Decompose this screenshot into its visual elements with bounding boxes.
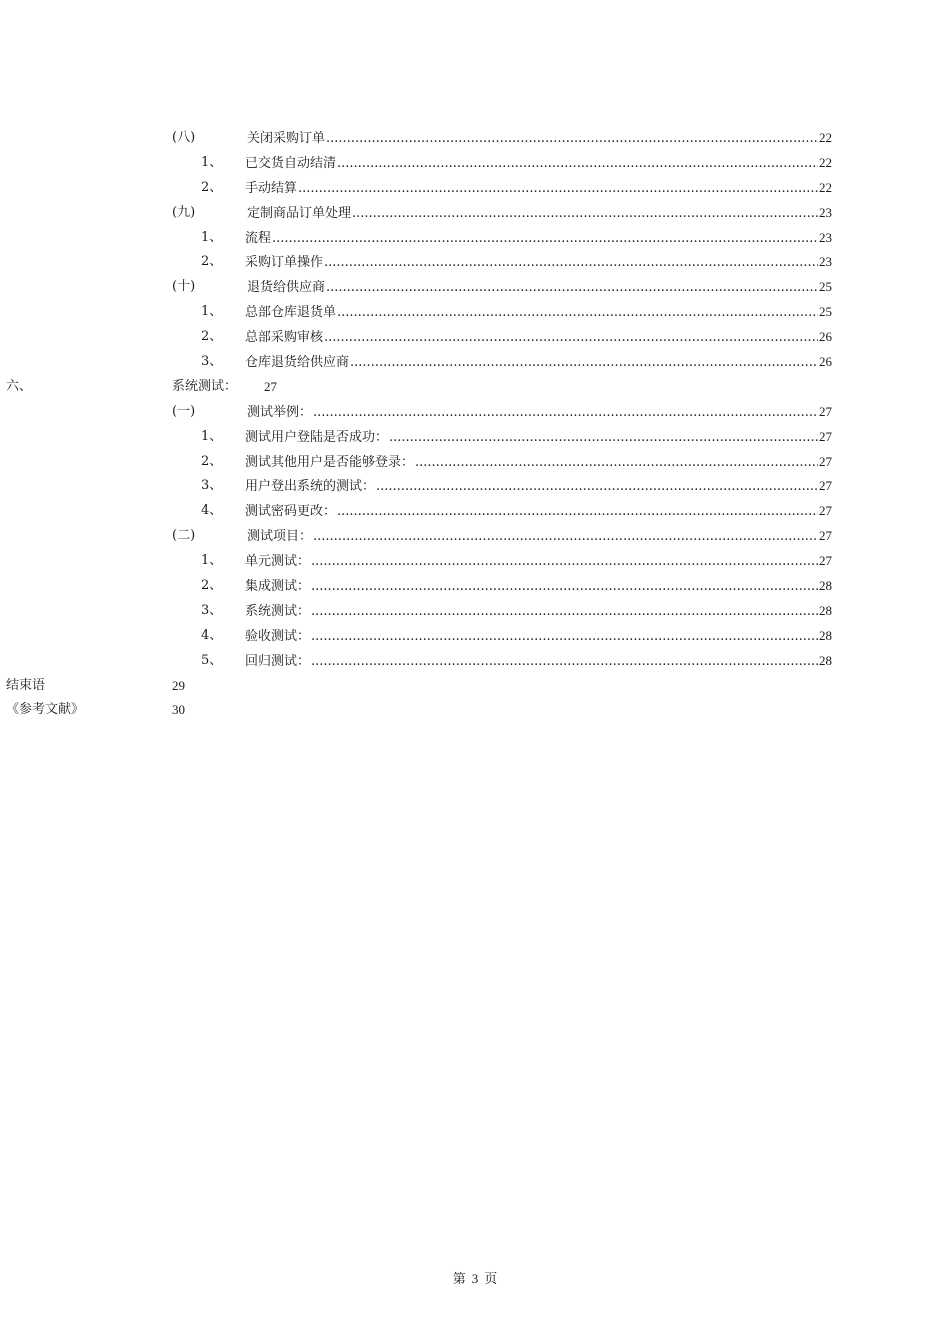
- toc-entry-leader: [245, 474, 832, 499]
- toc-entry-page: 30: [172, 702, 185, 718]
- toc-entry-number: 2、: [201, 329, 223, 345]
- toc-entry-page: 22: [819, 179, 832, 195]
- toc-entry-title: 关闭采购订单: [247, 127, 326, 152]
- toc-entry[interactable]: [0, 250, 950, 275]
- toc-entry-number: 3、: [201, 478, 223, 494]
- toc-entry-leader: [245, 176, 832, 201]
- toc-entry-title: 测试举例：: [247, 401, 313, 426]
- toc-entry-page: 27: [819, 403, 832, 419]
- toc-entry-leader: [245, 599, 832, 624]
- toc-entry-number: 5、: [201, 652, 223, 668]
- table-of-contents: [0, 126, 950, 723]
- toc-entry-title: 测试密码更改：: [245, 500, 337, 525]
- toc-entry[interactable]: [0, 400, 950, 425]
- toc-entry-title: 总部仓库退货单: [245, 301, 337, 326]
- toc-entry-leader: [245, 250, 832, 275]
- toc-entry-leader: [245, 300, 832, 325]
- toc-entry-chapter[interactable]: [0, 375, 950, 400]
- toc-entry[interactable]: [0, 151, 950, 176]
- toc-entry-title: 回归测试：: [245, 650, 311, 675]
- toc-entry-leader: [245, 350, 832, 375]
- toc-entry[interactable]: [0, 624, 950, 649]
- toc-entry-title: 《参考文献》: [6, 702, 85, 718]
- toc-entry[interactable]: [0, 201, 950, 226]
- toc-entry-page: 28: [819, 627, 832, 643]
- toc-entry-leader: [247, 524, 832, 549]
- toc-entry-number: 六、: [6, 378, 33, 394]
- toc-entry[interactable]: [0, 450, 950, 475]
- toc-entry-page: 27: [819, 503, 832, 519]
- toc-entry-page: 28: [819, 652, 832, 668]
- toc-entry-backmatter[interactable]: [0, 674, 950, 699]
- toc-entry-title: 结束语: [6, 677, 46, 693]
- toc-entry-number: 1、: [201, 154, 223, 170]
- toc-entry-title: 用户登出系统的测试：: [245, 475, 376, 500]
- toc-entry-title: 单元测试：: [245, 550, 311, 575]
- toc-entry-page: 22: [819, 130, 832, 145]
- toc-entry-number: 3、: [201, 354, 223, 370]
- toc-entry-number: 1、: [201, 229, 223, 245]
- toc-entry-title: 系统测试：: [172, 378, 238, 394]
- toc-entry-page: 22: [819, 154, 832, 170]
- toc-entry-leader: [247, 275, 832, 300]
- toc-entry-title: 测试用户登陆是否成功：: [245, 426, 389, 451]
- toc-entry-number: 2、: [201, 453, 223, 469]
- toc-entry-title: 集成测试：: [245, 575, 311, 600]
- toc-entry[interactable]: [0, 649, 950, 674]
- toc-entry-number: 1、: [201, 304, 223, 320]
- toc-entry-number: (九): [172, 204, 196, 220]
- toc-entry-leader: [245, 151, 832, 176]
- toc-entry-page: 27: [819, 528, 832, 544]
- toc-entry[interactable]: [0, 574, 950, 599]
- toc-entry-page: 28: [819, 602, 832, 618]
- toc-entry-leader: [245, 325, 832, 350]
- toc-entry-title: 测试其他用户是否能够登录：: [245, 451, 415, 476]
- toc-entry-page: 29: [172, 677, 185, 693]
- toc-entry-number: 2、: [201, 254, 223, 270]
- toc-entry[interactable]: [0, 499, 950, 524]
- toc-entry[interactable]: [0, 325, 950, 350]
- toc-entry-number: 1、: [201, 428, 223, 444]
- toc-entry-leader: [247, 400, 832, 425]
- toc-entry[interactable]: [0, 474, 950, 499]
- toc-entry-number: (八): [172, 130, 196, 145]
- toc-entry-number: 1、: [201, 553, 223, 569]
- toc-entry-number: (一): [172, 403, 196, 419]
- toc-entry-title: 退货给供应商: [247, 276, 326, 301]
- toc-entry-number: (二): [172, 528, 196, 544]
- toc-entry-page: 26: [819, 354, 832, 370]
- toc-entry-number: 3、: [201, 602, 223, 618]
- toc-entry[interactable]: [0, 275, 950, 300]
- toc-entry[interactable]: [0, 226, 950, 251]
- toc-entry-page: 27: [819, 553, 832, 569]
- toc-entry-leader: [247, 201, 832, 226]
- toc-entry-title: 仓库退货给供应商: [245, 351, 350, 376]
- toc-entry[interactable]: [0, 300, 950, 325]
- toc-entry-number: 4、: [201, 503, 223, 519]
- toc-entry-leader: [245, 425, 832, 450]
- toc-entry-page: 27: [264, 378, 277, 394]
- toc-entry[interactable]: [0, 126, 950, 151]
- toc-entry-title: 定制商品订单处理: [247, 202, 352, 227]
- toc-entry-leader: [245, 226, 832, 251]
- toc-entry-page: 28: [819, 578, 832, 594]
- toc-entry-page: 26: [819, 329, 832, 345]
- toc-entry-leader: [245, 499, 832, 524]
- toc-entry-leader: [245, 574, 832, 599]
- toc-entry[interactable]: [0, 350, 950, 375]
- toc-entry-title: 手动结算: [245, 177, 298, 202]
- footer-page-number: 3: [471, 1271, 479, 1286]
- toc-entry-leader: [245, 649, 832, 674]
- toc-entry-number: 4、: [201, 627, 223, 643]
- toc-entry-title: 验收测试：: [245, 625, 311, 650]
- toc-entry-page: 23: [819, 204, 832, 220]
- toc-entry-number: 2、: [201, 578, 223, 594]
- toc-entry-page: 27: [819, 453, 832, 469]
- toc-entry-page: 25: [819, 279, 832, 295]
- toc-entry[interactable]: [0, 549, 950, 574]
- footer-suffix: 页: [484, 1272, 498, 1287]
- page-footer: [0, 1268, 950, 1287]
- toc-entry-title: 系统测试：: [245, 600, 311, 625]
- toc-entry-page: 25: [819, 304, 832, 320]
- toc-entry[interactable]: [0, 425, 950, 450]
- toc-entry-page: 27: [819, 428, 832, 444]
- toc-entry-page: 23: [819, 254, 832, 270]
- toc-entry-leader: [245, 549, 832, 574]
- toc-entry-title: 测试项目：: [247, 525, 313, 550]
- footer-prefix: 第: [452, 1272, 466, 1287]
- toc-entry-backmatter[interactable]: [0, 698, 950, 723]
- toc-entry-title: 已交货自动结清: [245, 152, 337, 177]
- toc-entry-page: 27: [819, 478, 832, 494]
- toc-entry-title: 总部采购审核: [245, 326, 324, 351]
- toc-entry-number: (十): [172, 279, 196, 295]
- toc-entry-number: 2、: [201, 179, 223, 195]
- toc-entry-title: 采购订单操作: [245, 251, 324, 276]
- toc-entry-leader: [245, 624, 832, 649]
- toc-entry-leader: [245, 450, 832, 475]
- toc-entry[interactable]: [0, 599, 950, 624]
- toc-entry-page: 23: [819, 229, 832, 245]
- toc-entry[interactable]: [0, 524, 950, 549]
- toc-entry-title: 流程: [245, 227, 272, 252]
- toc-entry[interactable]: [0, 176, 950, 201]
- toc-entry-leader: [247, 126, 832, 151]
